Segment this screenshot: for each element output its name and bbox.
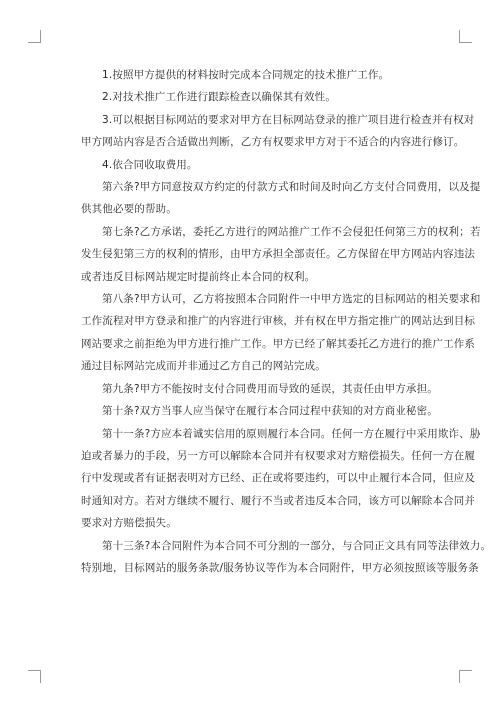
crop-mark-top-left (28, 30, 41, 43)
paragraph-line: 发生侵犯第三方的权利的情形，由甲方承担全部责任。乙方保留在甲方网站内容违法 (81, 248, 476, 261)
paragraph-article-6 (60, 176, 481, 221)
paragraph-line: 第六条?甲方同意按双方约定的付款方式和时间及时向乙方支付合同费用，以及提 (102, 181, 481, 194)
paragraph-clause-4 (60, 154, 448, 176)
paragraph-line: 通过目标网站完成而并非通过乙方自己的网站完成。 (81, 360, 326, 373)
paragraph-article-13 (60, 535, 492, 580)
paragraph-line: 或者违反目标网站规定时提前终止本合同的权利。 (81, 270, 316, 283)
paragraph-line: 第七条?乙方承诺，委托乙方进行的网站推广工作不会侵犯任何第三方的权利；若 (102, 225, 481, 238)
crop-mark-top-right (459, 30, 472, 43)
paragraph-article-11 (60, 423, 481, 535)
paragraph-article-8 (60, 288, 481, 378)
paragraph-article-9 (60, 378, 448, 400)
paragraph-clause-1 (60, 64, 448, 86)
paragraph-line: 第十三条?本合同附件为本合同不可分割的一部分，与合同正文具有同等法律效力。 (102, 539, 492, 552)
paragraph-line: 第九条?甲方不能按时支付合同费用而导致的延误，其责任由甲方承担。 (102, 382, 438, 395)
paragraph-line: 甲方网站内容是否合适做出判断，乙方有权要求甲方对于不适合的内容进行修订。 (81, 136, 465, 149)
paragraph-line: 2.对技术推广工作进行跟踪检查以确保其有效性。 (102, 91, 336, 104)
paragraph-line: 第十一条?方应本着诚实信用的原则履行本合同。任何一方在履行中采用欺诈、胁 (102, 427, 481, 440)
contract-body (60, 64, 492, 579)
paragraph-line: 3.可以根据目标网站的要求对甲方在目标网站登录的推广项目进行检查并有权对 (102, 113, 475, 126)
paragraph-line: 1.按照甲方提供的材料按时完成本合同规定的技术推广工作。 (102, 69, 390, 81)
paragraph-line: 供其他必要的帮助。 (81, 203, 177, 216)
paragraph-article-7 (60, 221, 481, 288)
paragraph-line: 要求对方赔偿损失。 (81, 517, 177, 530)
paragraph-line: 第十条?双方当事人应当保守在履行本合同过程中获知的对方商业秘密。 (102, 405, 438, 418)
paragraph-clause-3 (60, 109, 475, 154)
paragraph-line: 行中发现或者有证据表明对方已经、正在或将要违约，可以中止履行本合同，但应及 (81, 472, 476, 485)
paragraph-line: 第八条?甲方认可，乙方将按照本合同附件一中甲方选定的目标网站的相关要求和 (102, 293, 481, 306)
paragraph-line: 特别地，目标网站的服务条款/服务协议等作为本合同附件，甲方必须按照该等服务条 (81, 561, 479, 574)
paragraph-line: 工作流程对甲方登录和推广的内容进行审核，并有权在甲方指定推广的网站达到目标 (81, 315, 476, 328)
paragraph-line: 网站要求之前拒绝为甲方进行推广工作。甲方已经了解其委托乙方进行的推广工作系 (81, 337, 476, 350)
paragraph-article-10 (60, 400, 448, 422)
paragraph-line: 4.依合同收取费用。 (102, 158, 198, 171)
crop-mark-bottom-left (28, 670, 41, 683)
crop-mark-bottom-right (459, 670, 472, 683)
paragraph-line: 迫或者暴力的手段，另一方可以解除本合同并有权要求对方赔偿损失。任何一方在履 (81, 449, 476, 462)
paragraph-line: 时通知对方。若对方继续不履行、履行不当或者违反本合同，该方可以解除本合同并 (81, 494, 476, 507)
paragraph-clause-2 (60, 86, 448, 108)
